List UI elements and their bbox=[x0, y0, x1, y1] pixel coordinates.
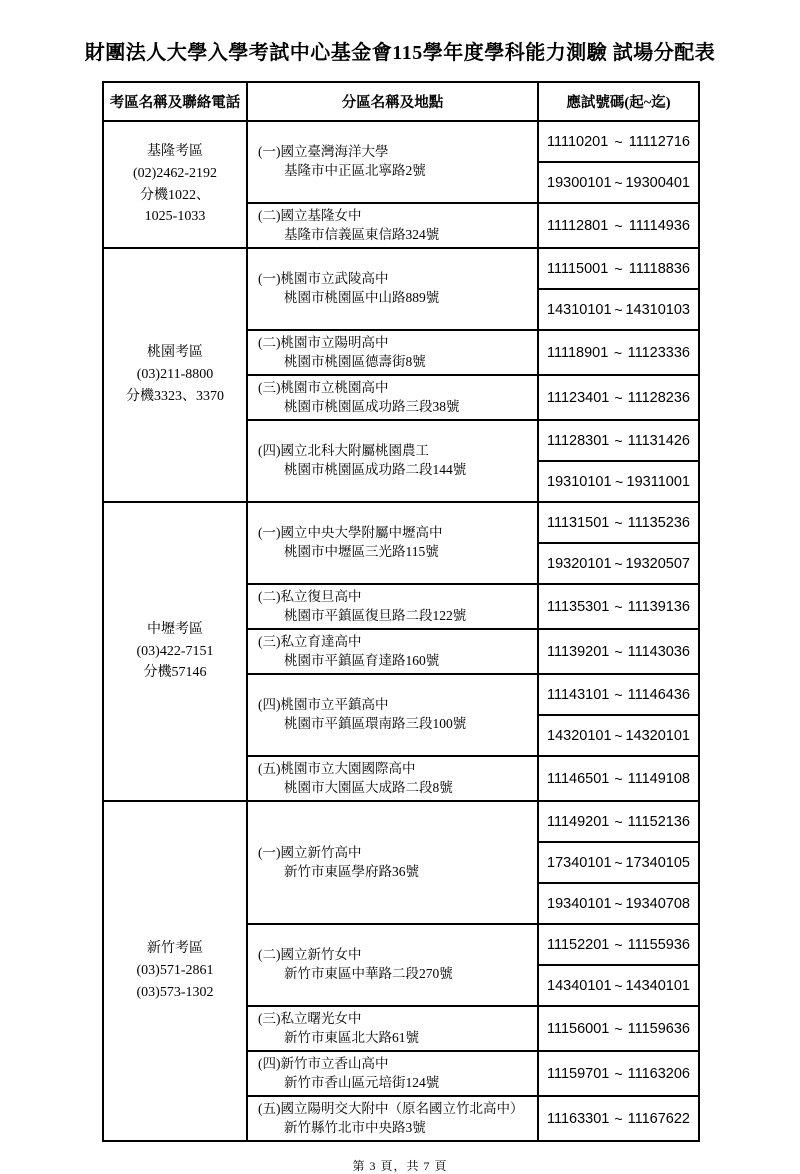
venue-name: (五)桃園市立大園國際高中 bbox=[258, 760, 416, 776]
tilde-separator: ~ bbox=[614, 514, 623, 531]
venue-cell bbox=[247, 420, 538, 502]
range-cell bbox=[538, 330, 699, 375]
range-end: 11149108 bbox=[627, 770, 690, 787]
range-cell bbox=[538, 375, 699, 420]
range-end: 11146436 bbox=[627, 686, 690, 703]
range-start: 19320101 bbox=[547, 555, 612, 572]
range-cell bbox=[538, 1051, 699, 1096]
district-cell bbox=[103, 248, 247, 502]
range-start: 19310101 bbox=[547, 473, 612, 490]
tilde-separator: ~ bbox=[614, 260, 623, 277]
range-start: 19340101 bbox=[547, 895, 612, 912]
tilde-separator: ~ bbox=[614, 133, 623, 150]
range-cell bbox=[538, 629, 699, 674]
column-header-district: 考區名稱及聯絡電話 bbox=[103, 82, 247, 121]
range-start: 17340101 bbox=[547, 854, 612, 871]
range-cell bbox=[538, 674, 699, 715]
range-cell bbox=[538, 924, 699, 965]
range-start: 11110201 bbox=[547, 133, 609, 150]
venue-name: (三)桃園市立桃園高中 bbox=[258, 379, 389, 395]
venue-address: 桃園市桃園區成功路二段144號 bbox=[284, 462, 467, 477]
tilde-separator: ~ bbox=[614, 389, 623, 406]
tilde-separator: ~ bbox=[614, 813, 623, 830]
range-end: 11155936 bbox=[627, 936, 690, 953]
range-start: 11156001 bbox=[547, 1020, 610, 1037]
range-cell bbox=[538, 121, 699, 162]
range-cell bbox=[538, 1096, 699, 1141]
district-phone: 分機57146 bbox=[143, 665, 207, 681]
range-cell bbox=[538, 715, 699, 756]
range-cell bbox=[538, 801, 699, 842]
tilde-separator: ~ bbox=[614, 598, 623, 615]
range-end: 19300401 bbox=[625, 174, 690, 191]
venue-cell bbox=[247, 375, 538, 420]
venue-address: 桃園市桃園區成功路三段38號 bbox=[284, 398, 460, 414]
range-end: 11135236 bbox=[627, 514, 690, 531]
range-end: 11112716 bbox=[628, 133, 690, 150]
venue-name: (四)桃園市立平鎮高中 bbox=[258, 697, 389, 713]
range-start: 11115001 bbox=[547, 260, 609, 277]
range-end: 11152136 bbox=[627, 813, 690, 830]
venue-name: (三)私立育達高中 bbox=[258, 633, 362, 649]
range-cell bbox=[538, 883, 699, 924]
district-phone: 分機1022、 bbox=[140, 187, 210, 203]
district-phone: (02)2462-2192 bbox=[133, 165, 217, 181]
range-end: 14320101 bbox=[625, 727, 690, 744]
tilde-separator: ~ bbox=[614, 643, 623, 660]
range-start: 11123401 bbox=[547, 389, 610, 406]
tilde-separator: ~ bbox=[614, 727, 623, 744]
venue-address: 新竹市東區中華路二段270號 bbox=[284, 966, 453, 981]
range-end: 11123336 bbox=[627, 344, 690, 361]
range-cell bbox=[538, 756, 699, 801]
venue-cell bbox=[247, 1051, 538, 1096]
range-start: 11135301 bbox=[547, 598, 610, 615]
venue-cell bbox=[247, 801, 538, 924]
venue-cell bbox=[247, 674, 538, 756]
range-cell bbox=[538, 543, 699, 584]
district-name: 中壢考區 bbox=[147, 621, 203, 637]
range-start: 14310101 bbox=[547, 301, 612, 318]
district-name: 基隆考區 bbox=[147, 144, 203, 160]
venue-cell bbox=[247, 924, 538, 1006]
range-end: 19311001 bbox=[626, 473, 690, 490]
tilde-separator: ~ bbox=[614, 555, 623, 572]
tilde-separator: ~ bbox=[614, 977, 623, 994]
table-row bbox=[103, 801, 699, 842]
venue-address: 新竹市東區北大路61號 bbox=[284, 1029, 419, 1045]
range-cell bbox=[538, 842, 699, 883]
tilde-separator: ~ bbox=[614, 1020, 623, 1037]
venue-cell bbox=[247, 121, 538, 203]
header-row bbox=[103, 82, 699, 121]
venue-address: 桃園市桃園區德壽街8號 bbox=[284, 353, 426, 369]
range-end: 17340105 bbox=[625, 854, 690, 871]
venue-name: (一)國立中央大學附屬中壢高中 bbox=[258, 525, 443, 541]
venue-cell bbox=[247, 203, 538, 248]
tilde-separator: ~ bbox=[613, 344, 623, 361]
range-end: 11167622 bbox=[627, 1110, 690, 1127]
district-cell bbox=[103, 121, 247, 248]
venue-cell bbox=[247, 1096, 538, 1141]
venue-name: (五)國立陽明交大附中（原名國立竹北高中） bbox=[258, 1100, 524, 1116]
range-end: 11163206 bbox=[627, 1065, 690, 1082]
venue-address: 基隆市中正區北寧路2號 bbox=[284, 163, 426, 178]
range-start: 11149201 bbox=[547, 813, 610, 830]
venue-address: 新竹市香山區元培街124號 bbox=[284, 1074, 440, 1090]
range-end: 11128236 bbox=[627, 389, 690, 406]
tilde-separator: ~ bbox=[614, 432, 623, 449]
range-cell bbox=[538, 289, 699, 330]
page-title: 財團法人大學入學考試中心基金會115學年度學科能力測驗 試場分配表 bbox=[84, 42, 716, 64]
exam-allocation-table bbox=[102, 81, 700, 1142]
venue-address: 新竹市東區學府路36號 bbox=[284, 863, 419, 879]
range-start: 11163301 bbox=[547, 1110, 610, 1127]
tilde-separator: ~ bbox=[614, 854, 623, 871]
venue-cell bbox=[247, 629, 538, 674]
tilde-separator: ~ bbox=[614, 770, 623, 787]
range-end: 19340708 bbox=[625, 895, 690, 912]
venue-address: 新竹縣竹北市中央路3號 bbox=[284, 1119, 426, 1135]
range-cell bbox=[538, 203, 699, 248]
range-end: 11159636 bbox=[627, 1020, 690, 1037]
venue-address: 桃園市中壢區三光路115號 bbox=[284, 544, 439, 559]
venue-address: 桃園市平鎮區育達路160號 bbox=[284, 652, 440, 668]
tilde-separator: ~ bbox=[614, 473, 624, 490]
range-start: 14340101 bbox=[547, 977, 612, 994]
range-start: 19300101 bbox=[547, 174, 612, 191]
venue-address: 基隆市信義區東信路324號 bbox=[284, 226, 440, 242]
range-cell bbox=[538, 1006, 699, 1051]
table-row bbox=[103, 121, 699, 162]
range-cell bbox=[538, 162, 699, 203]
venue-name: (二)國立新竹女中 bbox=[258, 947, 362, 963]
district-cell bbox=[103, 502, 247, 801]
venue-cell bbox=[247, 248, 538, 330]
range-cell bbox=[538, 584, 699, 629]
tilde-separator: ~ bbox=[614, 1110, 623, 1127]
venue-name: (二)桃園市立陽明高中 bbox=[258, 334, 389, 350]
venue-name: (二)私立復旦高中 bbox=[258, 588, 362, 604]
district-phone: 分機3323、3370 bbox=[126, 388, 224, 404]
district-phone: 1025-1033 bbox=[144, 209, 206, 225]
venue-cell bbox=[247, 330, 538, 375]
range-start: 11159701 bbox=[547, 1065, 610, 1082]
district-name: 桃園考區 bbox=[147, 345, 203, 361]
range-cell bbox=[538, 461, 699, 502]
venue-address: 桃園市大園區大成路二段8號 bbox=[284, 779, 453, 795]
venue-address: 桃園市桃園區中山路889號 bbox=[284, 290, 440, 305]
range-start: 11143101 bbox=[547, 686, 610, 703]
table-row bbox=[103, 248, 699, 289]
tilde-separator: ~ bbox=[614, 217, 623, 234]
range-start: 11128301 bbox=[547, 432, 610, 449]
range-cell bbox=[538, 502, 699, 543]
venue-cell bbox=[247, 584, 538, 629]
venue-name: (一)國立臺灣海洋大學 bbox=[258, 144, 389, 160]
page-footer: 第 3 頁，共 7 頁 bbox=[352, 1159, 448, 1173]
column-header-range: 應試號碼(起~迄) bbox=[538, 82, 699, 121]
tilde-separator: ~ bbox=[614, 686, 623, 703]
venue-address: 桃園市平鎮區環南路三段100號 bbox=[284, 716, 467, 731]
district-cell bbox=[103, 801, 247, 1141]
district-phone: (03)571-2861 bbox=[136, 963, 214, 979]
tilde-separator: ~ bbox=[614, 1065, 623, 1082]
venue-name: (四)新竹市立香山高中 bbox=[258, 1055, 389, 1071]
range-end: 11139136 bbox=[627, 598, 690, 615]
venue-cell bbox=[247, 756, 538, 801]
table-row bbox=[103, 502, 699, 543]
range-end: 11114936 bbox=[628, 217, 690, 234]
range-start: 11131501 bbox=[547, 514, 610, 531]
range-cell bbox=[538, 965, 699, 1006]
district-phone: (03)573-1302 bbox=[136, 984, 214, 1000]
column-header-venue: 分區名稱及地點 bbox=[247, 82, 538, 121]
range-end: 11131426 bbox=[627, 432, 690, 449]
venue-cell bbox=[247, 1006, 538, 1051]
venue-name: (一)國立新竹高中 bbox=[258, 844, 362, 860]
range-end: 11143036 bbox=[627, 643, 690, 660]
district-phone: (03)211-8800 bbox=[136, 367, 214, 383]
range-end: 14340101 bbox=[625, 977, 690, 994]
venue-name: (三)私立曙光女中 bbox=[258, 1010, 362, 1026]
venue-name: (四)國立北科大附屬桃園農工 bbox=[258, 443, 429, 459]
range-cell bbox=[538, 420, 699, 461]
venue-address: 桃園市平鎮區復旦路二段122號 bbox=[284, 607, 467, 623]
range-start: 11146501 bbox=[547, 770, 610, 787]
tilde-separator: ~ bbox=[614, 301, 623, 318]
range-start: 11118901 bbox=[547, 344, 609, 361]
tilde-separator: ~ bbox=[614, 936, 623, 953]
range-end: 14310103 bbox=[625, 301, 690, 318]
district-name: 新竹考區 bbox=[147, 941, 203, 957]
range-start: 11139201 bbox=[547, 643, 610, 660]
range-end: 19320507 bbox=[625, 555, 690, 572]
range-start: 11152201 bbox=[547, 936, 610, 953]
range-cell bbox=[538, 248, 699, 289]
tilde-separator: ~ bbox=[614, 895, 623, 912]
range-start: 11112801 bbox=[547, 217, 609, 234]
tilde-separator: ~ bbox=[614, 174, 623, 191]
range-start: 14320101 bbox=[547, 727, 612, 744]
venue-name: (二)國立基隆女中 bbox=[258, 207, 362, 223]
venue-cell bbox=[247, 502, 538, 584]
venue-name: (一)桃園市立武陵高中 bbox=[258, 271, 389, 287]
range-end: 11118836 bbox=[628, 260, 690, 277]
district-phone: (03)422-7151 bbox=[136, 643, 214, 659]
